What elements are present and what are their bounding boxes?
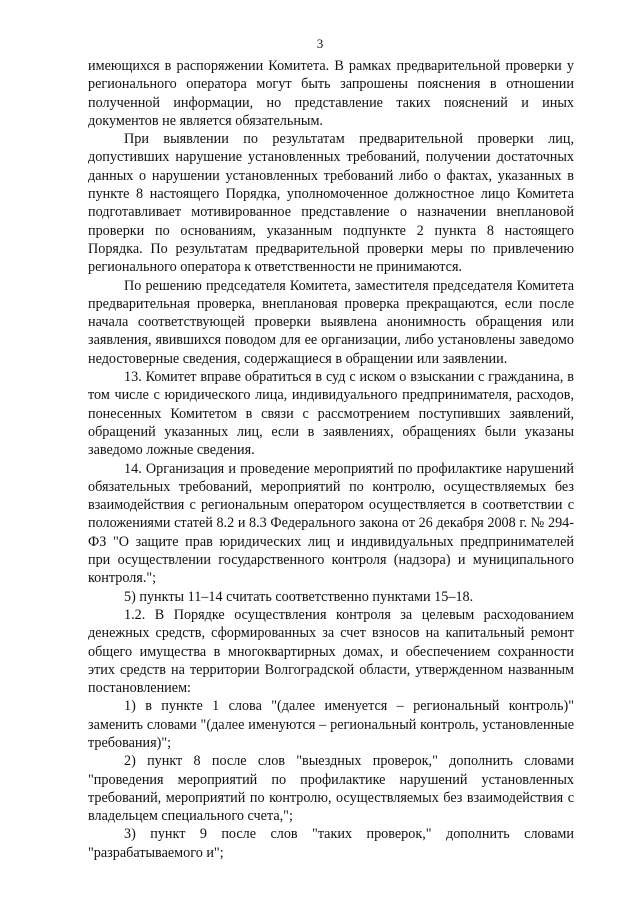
document-body: [88, 57, 574, 862]
paragraph-item-13: 13. Комитет вправе обратиться в суд с иском о взыскании с гражданина, в том числе с юридического лица, индивидуального предпринимателя, расходов, понесенных Комитетом в связи с рассмотрением поступивших заявлений, обращений указанных лиц, если в заявлениях, обращениях были указаны заведомо ложные сведения.: [88, 369, 574, 459]
paragraph-amendment-1: 1) в пункте 1 слова "(далее именуется – региональный контроль)" заменить словами "(далее именуются – региональный контроль, установленные требования)";: [88, 698, 574, 751]
page-number: 3: [316, 36, 324, 51]
paragraph-section-1-2: 1.2. В Порядке осуществления контроля за целевым расходованием денежных средств, сформированных за счет взносов на капитальный ремонт общего имущества в многоквартирных домах, и обеспечением сохранности этих средств на территории Волгоградской области, утвержденном названным постановлением:: [88, 606, 574, 697]
paragraph-amendment-2: 2) пункт 8 после слов "выездных проверок," дополнить словами "проведения мероприятий по профилактике нарушений установленных требований, мероприятий по контролю, осуществляемых без взаимодействия с владельцем специального счета,";: [88, 753, 574, 825]
paragraph-continuation: имеющихся в распоряжении Комитета. В рамках предварительной проверки у регионального оператора могут быть запрошены пояснения в отношении полученной информации, но представление таких пояснений и иных документов не является обязательным.: [88, 58, 574, 129]
paragraph-subitem-5: 5) пункты 11–14 считать соответственно пунктами 15–18.: [124, 588, 474, 605]
paragraph-preliminary-check-results: При выявлении по результатам предварительной проверки лиц, допустивших нарушение установленных требований, получении достаточных данных о нарушении установленных требований либо о фактах, указанных в пункте 8 настоящего Порядка, уполномоченное должностное лицо Комитета подготавливает мотивированное представление о назначении внеплановой проверки по основаниям, указанным подпункте 2 пункта 8 настоящего Порядка. По результатам предварительной проверки меры по привлечению регионального оператора к ответственности не принимаются.: [88, 131, 574, 276]
paragraph-item-14: 14. Организация и проведение мероприятий по профилактике нарушений обязательных требований, мероприятий по контролю, осуществляемых без взаимодействия с региональным оператором осуществляется в соответствии с положениями статей 8.2 и 8.3 Федерального закона от 26 декабря 2008 г. № 294-ФЗ "О защите прав юридических лиц и индивидуальных предпринимателей при осуществлении государственного контроля (надзора) и муниципального контроля.";: [88, 460, 574, 587]
paragraph-amendment-3: 3) пункт 9 после слов "таких проверок," дополнить словами "разрабатываемого и";: [88, 826, 574, 861]
paragraph-check-termination: По решению председателя Комитета, заместителя председателя Комитета предварительная проверка, внеплановая проверка прекращаются, если после начала соответствующей проверки выявлена анонимность обращения или заявления, явившихся поводом для ее организации, либо установлены заведомо недостоверные сведения, содержащиеся в обращении или заявлении.: [88, 277, 574, 367]
